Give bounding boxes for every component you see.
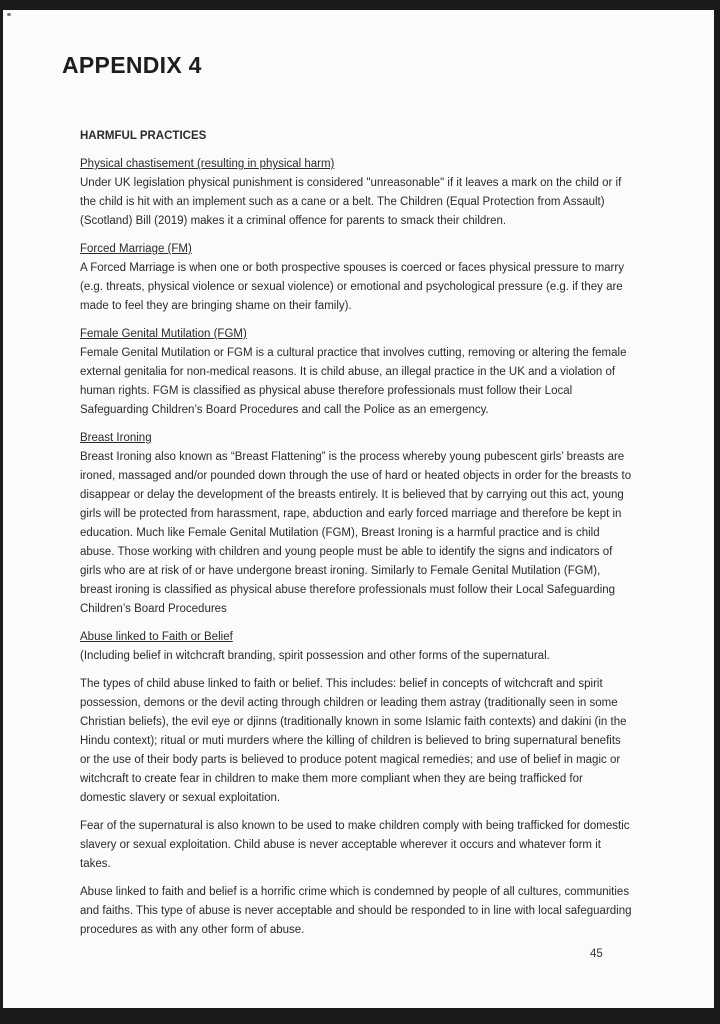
section-fgm xyxy=(80,325,632,420)
scan-edge-left xyxy=(0,0,3,1024)
scan-edge-bottom xyxy=(0,1008,720,1024)
section-paragraph: Fear of the supernatural is also known to be used to make children comply with being trafficked for domestic slavery or sexual exploitation. Child abuse is never acceptable wherever it occurs and whatever form it takes. xyxy=(80,820,630,870)
scan-artifact xyxy=(7,13,11,16)
scan-edge-right xyxy=(714,0,720,1024)
document-heading: HARMFUL PRACTICES xyxy=(80,130,207,142)
section-paragraph: The types of child abuse linked to faith or belief. This includes: belief in concepts of witchcraft and spirit possession, demons or the devil acting through children or leading them astray (traditionally seen in some Christian beliefs), the evil eye or djinns (traditionally known in some Islamic faith contexts) and dakini (in the Hindu context); ritual or muti murders where the killing of children is believed to bring supernatural benefits or the use of their body parts is believed to produce potent magical remedies; and use of belief in magic or witchcraft to create fear in children to make them more compliant when they are being trafficked for domestic slavery or sexual exploitation. xyxy=(80,678,627,804)
page-title: APPENDIX 4 xyxy=(62,52,202,78)
section-faith-or-belief xyxy=(80,628,632,940)
scan-edge-top xyxy=(0,0,720,10)
section-paragraph: (Including belief in witchcraft branding, spirit possession and other forms of the supernatural. xyxy=(80,650,550,662)
section-paragraph: Female Genital Mutilation or FGM is a cultural practice that involves cutting, removing or altering the female external genitalia for non-medical reasons. It is child abuse, an illegal practice in the UK and a violation of human rights. FGM is classified as physical abuse therefore professionals must follow their Local Safeguarding Children’s Board Procedures and call the Police as an emergency. xyxy=(80,347,627,416)
section-paragraph: Under UK legislation physical punishment is considered "unreasonable" if it leaves a mark on the child or if the child is hit with an implement such as a cane or a belt. The Children (Equal Protection from Assault) (Scotland) Bill (2019) makes it a criminal offence for parents to smack their children. xyxy=(80,177,622,227)
section-paragraph: A Forced Marriage is when one or both prospective spouses is coerced or faces physical pressure to marry (e.g. threats, physical violence or sexual violence) or emotional and psychological pressure (e.g. if they are made to feel they are bringing shame on their family). xyxy=(80,262,624,312)
section-heading: Female Genital Mutilation (FGM) xyxy=(80,328,247,340)
section-paragraph: Abuse linked to faith and belief is a horrific crime which is condemned by people of all cultures, communities and faiths. This type of abuse is never acceptable and should be responded to in line with local safeguarding procedures as with any other form of abuse. xyxy=(80,886,632,936)
page-content xyxy=(62,52,632,940)
section-breast-ironing xyxy=(80,429,632,619)
section-heading: Abuse linked to Faith or Belief xyxy=(80,631,233,643)
section-heading: Forced Marriage (FM) xyxy=(80,243,192,255)
page-number: 45 xyxy=(590,948,603,960)
section-heading: Physical chastisement (resulting in physical harm) xyxy=(80,158,335,170)
section-heading: Breast Ironing xyxy=(80,432,152,444)
section-physical-chastisement xyxy=(80,155,632,231)
section-forced-marriage xyxy=(80,240,632,316)
section-paragraph: Breast Ironing also known as “Breast Flattening” is the process whereby young pubescent girls’ breasts are ironed, massaged and/or pounded down through the use of hard or heated objects in order for the breasts to disappear or delay the development of the breasts entirely. It is believed that by carrying out this act, young girls will be protected from harassment, rape, abduction and early forced marriage and therefore be kept in education. Much like Female Genital Mutilation (FGM), Breast Ironing is a harmful practice and is child abuse. Those working with children and young people must be able to identify the signs and indicators of girls who are at risk of or have undergone breast ironing. Similarly to Female Genital Mutilation (FGM), breast ironing is classified as physical abuse therefore professionals must follow their Local Safeguarding Children’s Board Procedures xyxy=(80,451,632,615)
